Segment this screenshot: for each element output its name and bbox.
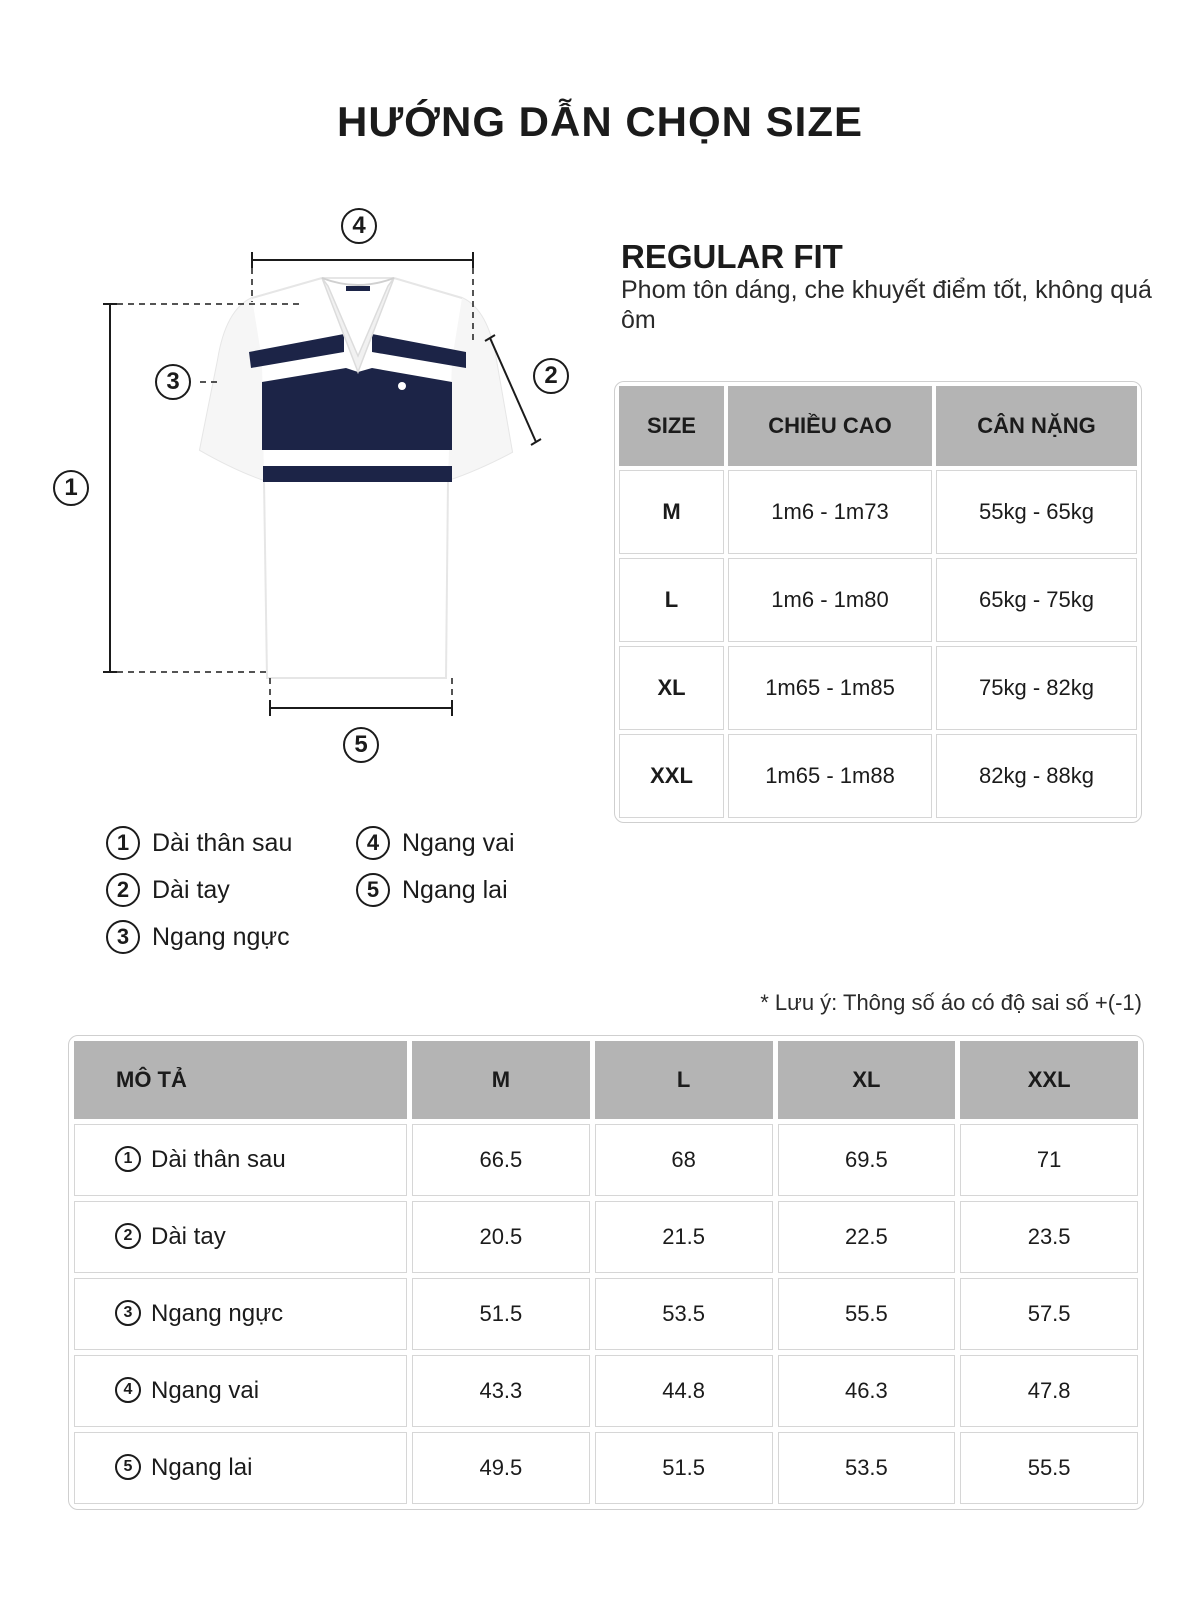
value-cell: 44.8 — [595, 1355, 773, 1427]
height-cell: 1m6 - 1m73 — [728, 470, 932, 554]
row-label: Dài thân sau — [151, 1146, 286, 1173]
height-cell: 1m6 - 1m80 — [728, 558, 932, 642]
header-xl: XL — [778, 1041, 956, 1119]
height-cell: 1m65 - 1m85 — [728, 646, 932, 730]
callout-2: 2 — [533, 358, 569, 394]
value-cell: 71 — [960, 1124, 1138, 1196]
legend-item-2 — [106, 873, 230, 907]
measurement-table — [68, 1035, 1144, 1510]
size-recommendation-table — [614, 381, 1142, 823]
row-label: Ngang lai — [151, 1454, 253, 1481]
weight-cell: 75kg - 82kg — [936, 646, 1137, 730]
table-row — [74, 1432, 1138, 1504]
value-cell: 53.5 — [595, 1278, 773, 1350]
row-label: Ngang vai — [151, 1377, 260, 1404]
value-cell: 47.8 — [960, 1355, 1138, 1427]
value-cell: 66.5 — [412, 1124, 590, 1196]
description-cell — [74, 1432, 407, 1504]
fit-title: REGULAR FIT — [621, 238, 843, 275]
table-row — [74, 1355, 1138, 1427]
value-cell: 21.5 — [595, 1201, 773, 1273]
size-cell: XXL — [619, 734, 724, 818]
table-row — [619, 734, 1137, 818]
header-description: MÔ TẢ — [74, 1041, 407, 1119]
header-xxl: XXL — [960, 1041, 1138, 1119]
header-l: L — [595, 1041, 773, 1119]
value-cell: 49.5 — [412, 1432, 590, 1504]
header-size: SIZE — [619, 386, 724, 466]
size-cell: M — [619, 470, 724, 554]
legend-label: Ngang ngực — [152, 922, 290, 951]
legend-label: Dài tay — [152, 875, 230, 904]
legend-number: 4 — [356, 826, 390, 860]
row-number: 5 — [115, 1454, 141, 1480]
row-number: 3 — [115, 1300, 141, 1326]
shirt-diagram — [0, 0, 600, 780]
value-cell: 55.5 — [960, 1432, 1138, 1504]
legend-label: Dài thân sau — [152, 828, 293, 857]
value-cell: 68 — [595, 1124, 773, 1196]
page-title: HƯỚNG DẪN CHỌN SIZE — [336, 98, 863, 145]
polo-shirt-illustration — [0, 0, 600, 780]
value-cell: 55.5 — [778, 1278, 956, 1350]
table-row — [619, 470, 1137, 554]
legend-label: Ngang vai — [402, 828, 515, 857]
description-cell — [74, 1124, 407, 1196]
callout-4: 4 — [341, 208, 377, 244]
tolerance-note: * Lưu ý: Thông số áo có độ sai số +(-1) — [760, 990, 1142, 1015]
row-label: Ngang ngực — [151, 1300, 284, 1327]
measure-header-row — [74, 1041, 1138, 1119]
value-cell: 22.5 — [778, 1201, 956, 1273]
size-cell: XL — [619, 646, 724, 730]
header-height: CHIỀU CAO — [728, 386, 932, 466]
table-row — [74, 1124, 1138, 1196]
legend-item-1 — [106, 826, 292, 860]
row-number: 4 — [115, 1377, 141, 1403]
legend-item-3 — [106, 920, 290, 954]
fit-description: Phom tôn dáng, che khuyết điểm tốt, không quá ôm — [621, 276, 1152, 334]
value-cell: 57.5 — [960, 1278, 1138, 1350]
row-label: Dài tay — [151, 1223, 226, 1250]
weight-cell: 82kg - 88kg — [936, 734, 1137, 818]
description-cell — [74, 1201, 407, 1273]
legend-number: 3 — [106, 920, 140, 954]
table-row — [74, 1201, 1138, 1273]
description-cell — [74, 1278, 407, 1350]
measurement-legend — [106, 826, 586, 976]
legend-number: 1 — [106, 826, 140, 860]
height-cell: 1m65 - 1m88 — [728, 734, 932, 818]
legend-item-4 — [356, 826, 515, 860]
table-row — [619, 646, 1137, 730]
table-row — [619, 558, 1137, 642]
table-row — [74, 1278, 1138, 1350]
size-table-header-row — [619, 386, 1137, 466]
value-cell: 53.5 — [778, 1432, 956, 1504]
legend-label: Ngang lai — [402, 875, 508, 904]
size-cell: L — [619, 558, 724, 642]
callout-5: 5 — [343, 727, 379, 763]
value-cell: 23.5 — [960, 1201, 1138, 1273]
value-cell: 43.3 — [412, 1355, 590, 1427]
value-cell: 20.5 — [412, 1201, 590, 1273]
value-cell: 51.5 — [595, 1432, 773, 1504]
value-cell: 69.5 — [778, 1124, 956, 1196]
value-cell: 46.3 — [778, 1355, 956, 1427]
callout-3: 3 — [155, 364, 191, 400]
legend-number: 5 — [356, 873, 390, 907]
header-weight: CÂN NẶNG — [936, 386, 1137, 466]
value-cell: 51.5 — [412, 1278, 590, 1350]
row-number: 2 — [115, 1223, 141, 1249]
callout-1: 1 — [53, 470, 89, 506]
legend-item-5 — [356, 873, 508, 907]
weight-cell: 55kg - 65kg — [936, 470, 1137, 554]
description-cell — [74, 1355, 407, 1427]
weight-cell: 65kg - 75kg — [936, 558, 1137, 642]
row-number: 1 — [115, 1146, 141, 1172]
legend-number: 2 — [106, 873, 140, 907]
header-m: M — [412, 1041, 590, 1119]
